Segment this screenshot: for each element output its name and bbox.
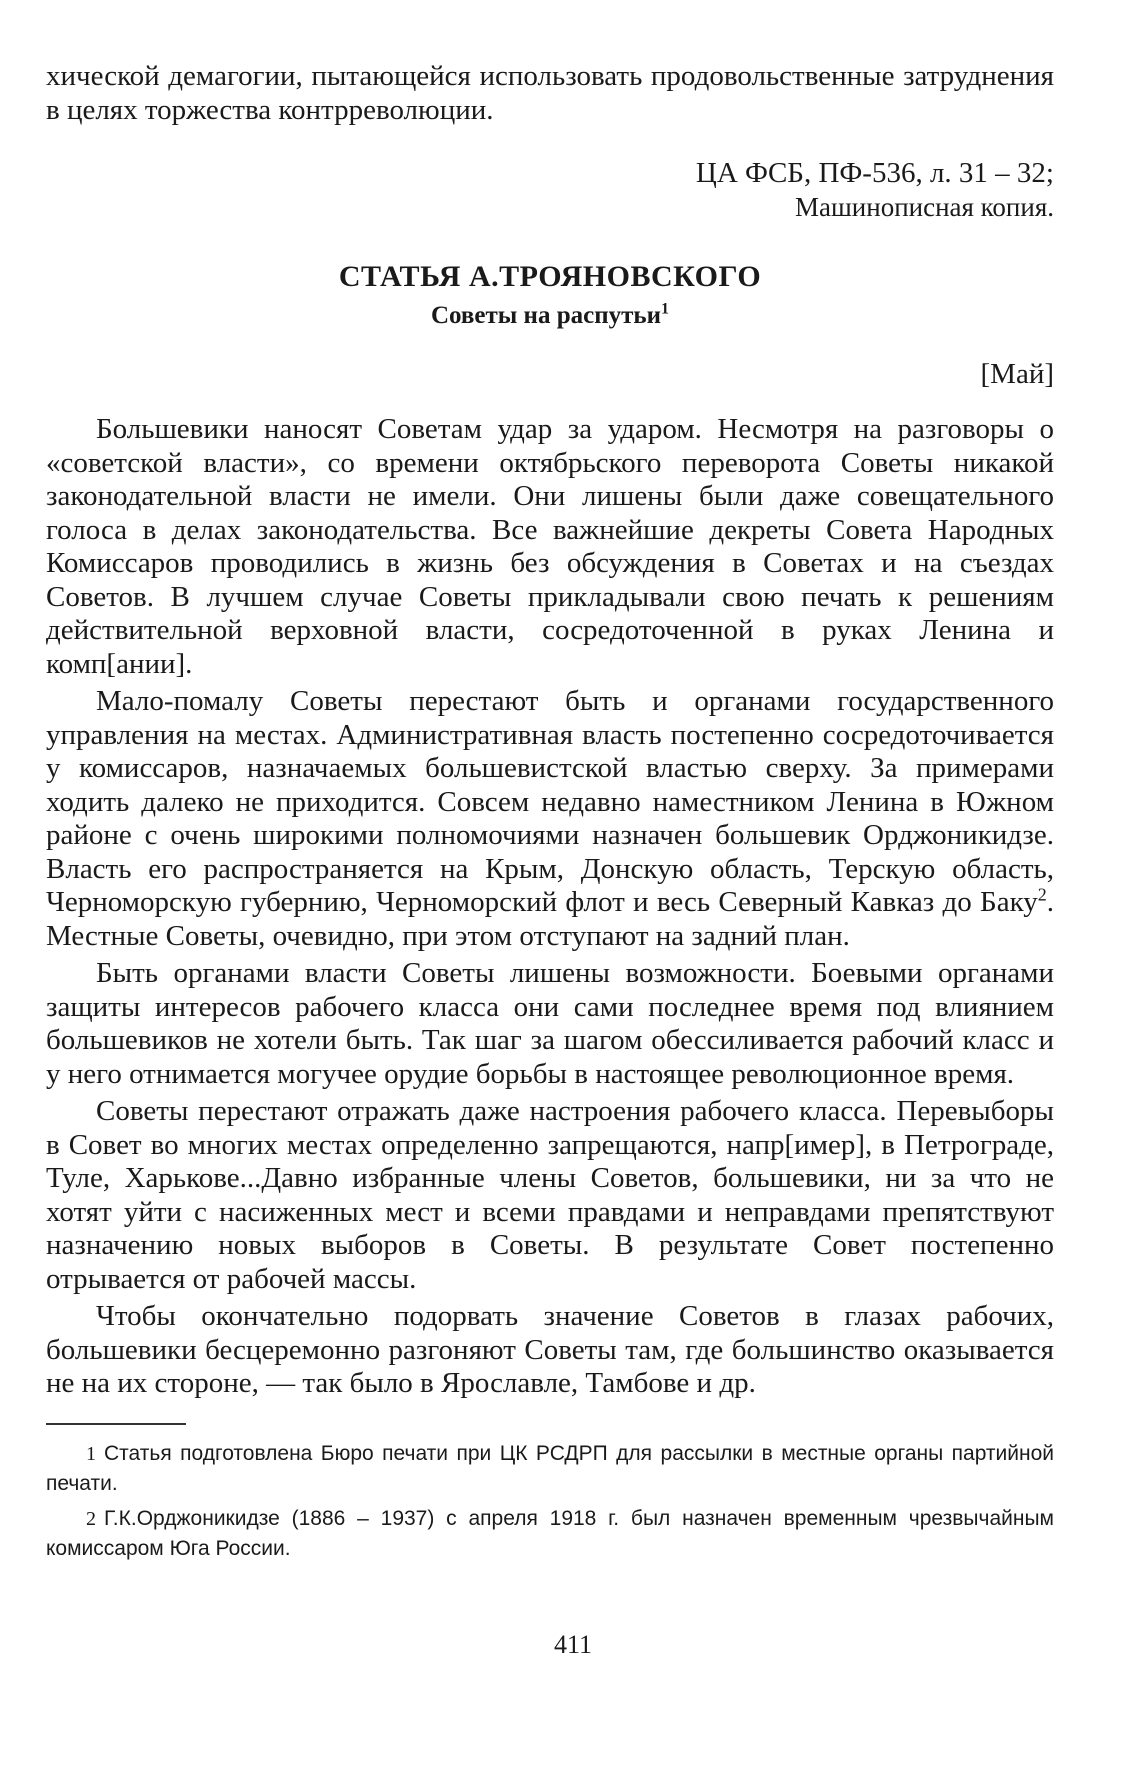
article-subtitle xyxy=(46,302,1054,330)
paragraph-2-text-b: . Местные Советы, очевидно, при этом отступают на задний план. xyxy=(46,886,1054,952)
footnote-divider xyxy=(46,1423,186,1425)
footnote-ref-2[interactable]: 2 xyxy=(1037,884,1047,905)
footnote-1-mark: 1 xyxy=(86,1442,96,1465)
footnote-1-text: Статья подготовлена Бюро печати при ЦК РСДРП для рассылки в местные органы партийной печати. xyxy=(46,1441,1054,1495)
paragraph-2-text-a: Мало-помалу Советы перестают быть и органами государственного управления на местах. Административная власть постепенно сосредоточивается у комиссаров, назначаемых большевистской властью сверху. За примерами ходить далеко не приходится. Совсем недавно наместником Ленина в Южном районе с очень широкими полномочиями назначен большевик Орджоникидзе. Власть его распространяется на Крым, Донскую область, Терскую область, Черноморскую губернию, Черноморский флот и весь Северный Кавказ до Баку xyxy=(46,685,1054,918)
document-page xyxy=(46,60,1054,1569)
paragraph-2 xyxy=(46,685,1054,953)
footnote-2-mark: 2 xyxy=(86,1507,96,1530)
footnote-2-text: Г.К.Орджоникидзе (1886 – 1937) с апреля 1918 г. был назначен временным чрезвычайным комиссаром Юга России. xyxy=(46,1506,1054,1560)
article-subtitle-text: Советы на распутьи xyxy=(430,302,662,329)
source-reference: ЦА ФСБ, ПФ-536, л. 31 – 32; xyxy=(695,157,1054,189)
source-copy-type: Машинописная копия. xyxy=(795,191,1054,222)
paragraph-1: Большевики наносят Советам удар за ударом. Несмотря на разговоры о «советской власти», со времени октябрьского переворота Советы никакой законодательной власти не имели. Они лишены были даже совещательного голоса в делах законодательства. Все важнейшие декреты Совета Народных Комиссаров проводились в жизнь без обсуждения в Советах и на съездах Советов. В лучшем случае Советы прикладывали свою печать к решениям действительной верховной власти, сосредоточенной в руках Ленина и комп[ании]. xyxy=(46,413,1054,680)
footnote-1 xyxy=(46,1439,1054,1498)
footnote-2 xyxy=(46,1504,1054,1563)
archive-source xyxy=(46,157,1054,224)
intro-paragraph: хической демагогии, пытающейся использовать продовольственные затруднения в целях торжества контрреволюции. xyxy=(46,60,1054,126)
article-date: [Май] xyxy=(980,358,1054,390)
paragraph-4: Советы перестают отражать даже настроения рабочего класса. Перевыборы в Совет во многих местах определенно запрещаются, напр[имер], в Петрограде, Туле, Харькове...Давно избранные члены Советов, большевики, ни за что не хотят уйти с насиженных мест и всеми правдами и неправдами препятствуют назначению новых выборов в Советы. В результате Совет постепенно отрывается от рабочей массы. xyxy=(46,1095,1054,1295)
page-number: 411 xyxy=(553,1630,593,1659)
paragraph-5: Чтобы окончательно подорвать значение Советов в глазах рабочих, большевики бесцеремонно разгоняют Советы там, где большинство оказывается не на их стороне, — так было в Ярославле, Тамбове и др. xyxy=(46,1300,1054,1399)
footnote-ref-1[interactable]: 1 xyxy=(661,300,670,318)
paragraph-3: Быть органами власти Советы лишены возможности. Боевыми органами защиты интересов рабочего класса они сами последнее время под влиянием большевиков не хотели быть. Так шаг за шагом обессиливается рабочий класс и у него отнимается могучее орудие борьбы в настоящее революционное время. xyxy=(46,957,1054,1090)
article-title: СТАТЬЯ А.ТРОЯНОВСКОГО xyxy=(338,260,762,293)
